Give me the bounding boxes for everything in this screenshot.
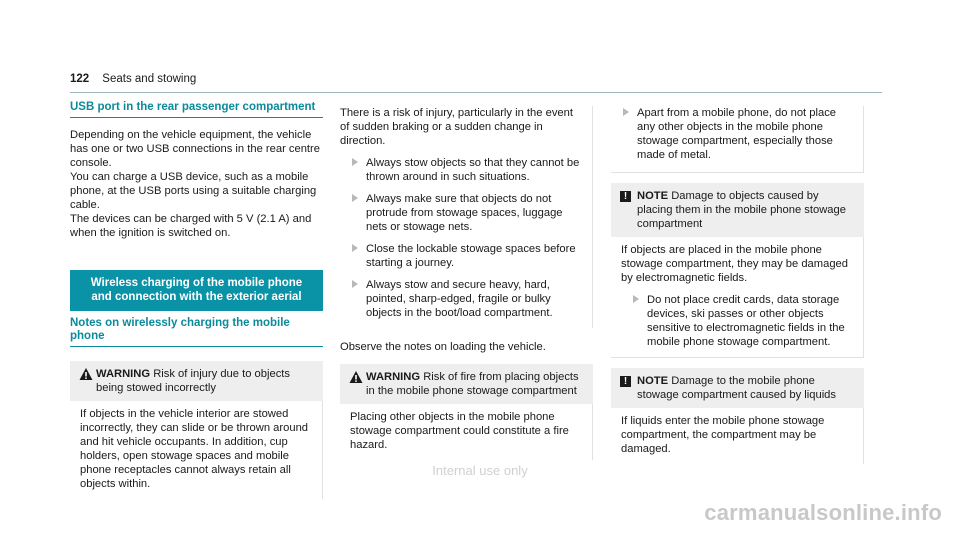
- bullet-1: [340, 156, 582, 184]
- note-body-text-1: If objects are placed in the mobile phone stowage compartment, they may be damaged by electromagnetic fields.: [621, 244, 848, 284]
- usb-section-title: USB port in the rear passenger compartment: [70, 100, 323, 118]
- bullet-4: [340, 278, 582, 320]
- warning-triangle-icon: [79, 367, 93, 381]
- warning-body-1: If objects in the vehicle interior are stowed incorrectly, they can slide or be thrown around and hit vehicle occupants. In addition, cup holders, open stowage spaces and mobile phone receptacles cannot always retain all objects within.: [70, 401, 323, 499]
- site-watermark: carmanualsonline.info: [704, 500, 942, 525]
- bullet-text: Do not place credit cards, data storage devices, ski passes or other objects sensitive to electromagnetic fields in the mobile phone stowage compartment.: [647, 294, 845, 348]
- bullet-text: Always make sure that objects do not protrude from stowage spaces, luggage nets or stowage nets.: [366, 193, 563, 233]
- page-header: [70, 72, 882, 93]
- warning-box-2-continued: [611, 106, 864, 173]
- note-body-2: If liquids enter the mobile phone stowage compartment, the compartment may be damaged.: [611, 408, 864, 464]
- warning-label-2: WARNING: [366, 371, 421, 383]
- note-bullet-1: [621, 293, 853, 349]
- warning-head-2: [340, 364, 593, 404]
- arrow-bullet-icon: [352, 244, 358, 252]
- warning-box-1: [70, 361, 323, 499]
- wireless-notes-subhead: Notes on wirelessly charging the mobile phone: [70, 317, 323, 347]
- warning-box-1-continued: [340, 106, 593, 328]
- bullet-3: [340, 242, 582, 270]
- warning-continued-text: There is a risk of injury, particularly in the event of sudden braking or a sudden change in direction.: [340, 107, 573, 147]
- wireless-charging-banner: Wireless charging of the mobile phone and connection with the exterior aerial: [70, 270, 323, 311]
- bullet-text: Apart from a mobile phone, do not place any other objects in the mobile phone stowage compartment, especially those made of metal.: [637, 107, 837, 161]
- arrow-bullet-icon: [352, 280, 358, 288]
- note-box-2: [611, 368, 864, 464]
- bullet-apart-from-phone: [611, 106, 853, 162]
- warning-head-1: [70, 361, 323, 401]
- usb-para-1: Depending on the vehicle equipment, the vehicle has one or two USB connections in the rear centre console.: [70, 129, 320, 169]
- warning-body-2: Placing other objects in the mobile phone stowage compartment could constitute a fire hazard.: [340, 404, 593, 460]
- column-1: [70, 100, 323, 499]
- note-exclamation-icon: !: [620, 376, 631, 387]
- bullet-text: Always stow objects so that they cannot be thrown around in such situations.: [366, 157, 580, 183]
- warning-heading-2: Risk of fire from placing objects in the mobile phone stowage compartment: [366, 371, 579, 397]
- note-heading-2: Damage to the mobile phone stowage compartment caused by liquids: [637, 375, 836, 401]
- bullet-2: [340, 192, 582, 234]
- note-box-1: [611, 183, 864, 358]
- section-title: Seats and stowing: [102, 73, 197, 85]
- usb-para-2: You can charge a USB device, such as a mobile phone, at the USB ports using a suitable charging cable.: [70, 171, 317, 211]
- bullet-text: Always stow and secure heavy, hard, pointed, sharp-edged, fragile or bulky objects in the boot/load compartment.: [366, 279, 553, 319]
- warning-label-1: WARNING: [96, 368, 151, 380]
- column-3: [611, 106, 864, 464]
- column-2: [340, 106, 593, 460]
- arrow-bullet-icon: [623, 108, 629, 116]
- arrow-bullet-icon: [633, 295, 639, 303]
- note-body-1: [611, 237, 864, 358]
- bullet-text: Close the lockable stowage spaces before starting a journey.: [366, 243, 576, 269]
- page-number: 122: [70, 73, 90, 85]
- warning-heading-1: Risk of injury due to objects being stowed incorrectly: [96, 368, 290, 394]
- arrow-bullet-icon: [352, 194, 358, 202]
- note-exclamation-icon: !: [620, 191, 631, 202]
- note-heading-1: Damage to objects caused by placing them in the mobile phone stowage compartment: [637, 190, 846, 230]
- arrow-bullet-icon: [352, 158, 358, 166]
- note-label-2: NOTE: [637, 375, 669, 387]
- note-label-1: NOTE: [637, 190, 669, 202]
- note-head-1: [611, 183, 864, 237]
- warning-triangle-icon: [349, 370, 363, 384]
- observe-notes-text: Observe the notes on loading the vehicle.: [340, 341, 546, 353]
- internal-use-footer: Internal use only: [432, 463, 528, 478]
- note-head-2: [611, 368, 864, 408]
- warning-box-2: [340, 364, 593, 460]
- usb-para-3: The devices can be charged with 5 V (2.1 A) and when the ignition is switched on.: [70, 213, 312, 239]
